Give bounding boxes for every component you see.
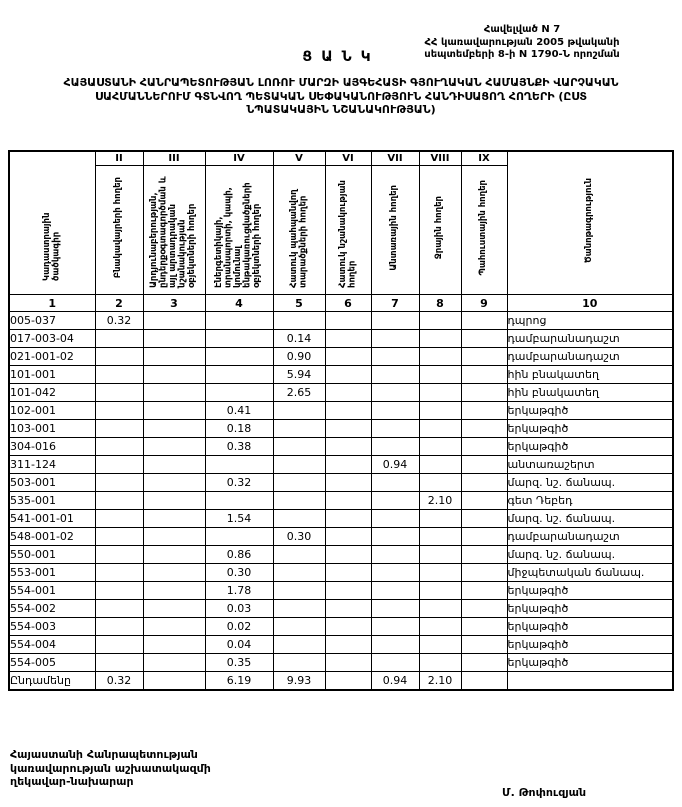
- area-value-cell: [95, 348, 143, 366]
- area-value-cell: [143, 474, 205, 492]
- note-cell: գետ Դեբեդ: [507, 492, 673, 510]
- area-value-cell: [461, 330, 507, 348]
- area-value-cell: 2.10: [419, 492, 461, 510]
- area-value-cell: [461, 654, 507, 672]
- area-value-cell: [419, 528, 461, 546]
- area-value-cell: [143, 636, 205, 654]
- area-value-cell: [371, 600, 419, 618]
- area-value-cell: [419, 366, 461, 384]
- area-value-cell: [419, 384, 461, 402]
- area-value-cell: [419, 582, 461, 600]
- area-value-cell: 0.32: [205, 474, 273, 492]
- area-value-cell: [325, 456, 371, 474]
- area-value-cell: [273, 438, 325, 456]
- note-cell: մարզ. նշ. ճանապ.: [507, 546, 673, 564]
- area-value-cell: [143, 510, 205, 528]
- area-value-cell: 0.14: [273, 330, 325, 348]
- signature-line-3: ղեկավար-նախարար: [10, 775, 134, 788]
- area-value-cell: 1.78: [205, 582, 273, 600]
- column-number-row: [9, 295, 673, 312]
- area-value-cell: [143, 492, 205, 510]
- area-value-cell: [419, 330, 461, 348]
- area-value-cell: [419, 402, 461, 420]
- area-value-cell: [461, 456, 507, 474]
- area-value-cell: [95, 366, 143, 384]
- parcel-code-cell: 021-001-02: [9, 348, 95, 366]
- header-notes: [507, 151, 673, 295]
- table-row: [9, 600, 673, 618]
- area-value-cell: [273, 564, 325, 582]
- table-row: [9, 402, 673, 420]
- area-value-cell: [461, 474, 507, 492]
- col-number-10: 10: [507, 295, 673, 312]
- area-value-cell: [325, 366, 371, 384]
- area-value-cell: [325, 672, 371, 691]
- col-numeral-III: III: [143, 151, 205, 166]
- area-value-cell: [95, 384, 143, 402]
- note-cell: երկաթգիծ: [507, 636, 673, 654]
- area-value-cell: [371, 654, 419, 672]
- parcel-code-cell: 541-001-01: [9, 510, 95, 528]
- header-special-purpose-lands: Հատուկ նշանակության հողեր: [325, 166, 371, 295]
- area-value-cell: 0.03: [205, 600, 273, 618]
- area-value-cell: [143, 384, 205, 402]
- area-value-cell: [371, 546, 419, 564]
- area-value-cell: [419, 636, 461, 654]
- table-row: [9, 420, 673, 438]
- area-value-cell: [143, 438, 205, 456]
- area-value-cell: [325, 654, 371, 672]
- col-number-9: 9: [461, 295, 507, 312]
- note-cell: երկաթգիծ: [507, 420, 673, 438]
- area-value-cell: 0.94: [371, 456, 419, 474]
- area-value-cell: [95, 564, 143, 582]
- col-number-8: 8: [419, 295, 461, 312]
- header-cadastral-code-label: Կադաստրային ծածկագիր: [41, 212, 62, 281]
- annex-line-3: սեպտեմբերի 8-ի N 1790-Ն որոշման: [424, 49, 620, 60]
- area-value-cell: 0.41: [205, 402, 273, 420]
- document-title: ՑԱՆԿ: [302, 49, 380, 65]
- area-value-cell: [419, 312, 461, 330]
- area-value-cell: [143, 402, 205, 420]
- area-value-cell: [95, 438, 143, 456]
- parcel-code-cell: 102-001: [9, 402, 95, 420]
- table-row: [9, 636, 673, 654]
- area-value-cell: 0.04: [205, 636, 273, 654]
- area-value-cell: [95, 528, 143, 546]
- area-value-cell: [461, 600, 507, 618]
- col-number-4: 4: [205, 295, 273, 312]
- signature-line-2: կառավարության աշխատակազմի: [10, 761, 211, 775]
- table-row: [9, 438, 673, 456]
- area-value-cell: [143, 546, 205, 564]
- parcel-code-cell: 553-001: [9, 564, 95, 582]
- area-value-cell: [419, 474, 461, 492]
- area-value-cell: 1.54: [205, 510, 273, 528]
- area-value-cell: [143, 366, 205, 384]
- area-value-cell: [95, 420, 143, 438]
- header-reserve-lands: Պահուստային հողեր: [461, 166, 507, 295]
- area-value-cell: [419, 546, 461, 564]
- area-value-cell: [371, 474, 419, 492]
- area-value-cell: [95, 618, 143, 636]
- parcel-code-cell: 017-003-04: [9, 330, 95, 348]
- area-value-cell: [419, 564, 461, 582]
- area-value-cell: [143, 654, 205, 672]
- header-forest-lands: Անտառային հողեր: [371, 166, 419, 295]
- area-value-cell: [371, 618, 419, 636]
- area-value-cell: [325, 474, 371, 492]
- annex-line-2: ՀՀ կառավարության 2005 թվականի: [424, 36, 620, 48]
- col-numeral-IX: IX: [461, 151, 507, 166]
- area-value-cell: [325, 402, 371, 420]
- area-value-cell: [461, 618, 507, 636]
- area-value-cell: [143, 456, 205, 474]
- subtitle-line-1: ՀԱՅԱՍՏԱՆԻ ՀԱՆՐԱՊԵՏՈՒԹՅԱՆ ԼՈՌՈՒ ՄԱՐԶԻ ԱՅԳԵՀԱՏԻ ԳՅՈՒՂԱԿԱՆ ՀԱՄԱՅՆՔԻ ՎԱՐՉԱԿԱՆ: [63, 76, 619, 89]
- area-value-cell: [419, 456, 461, 474]
- area-value-cell: 2.65: [273, 384, 325, 402]
- area-value-cell: [273, 402, 325, 420]
- area-value-cell: [95, 492, 143, 510]
- roman-numeral-row: [9, 151, 673, 166]
- parcel-code-cell: 554-002: [9, 600, 95, 618]
- area-value-cell: [371, 438, 419, 456]
- header-industrial-lands: Արդյունաբերության, ընդերքօգտագործման և այլ արտադրական նշանակության օբյեկտների հողեր: [143, 166, 205, 295]
- area-value-cell: [325, 546, 371, 564]
- area-value-cell: [325, 492, 371, 510]
- area-value-cell: [419, 510, 461, 528]
- area-value-cell: [95, 510, 143, 528]
- area-value-cell: [371, 510, 419, 528]
- signature-line-1: Հայաստանի Հանրապետության: [10, 748, 198, 761]
- note-cell: միջպետական ճանապ.: [507, 564, 673, 582]
- header-cadastral-code: [9, 151, 95, 295]
- table-row: [9, 582, 673, 600]
- area-value-cell: [371, 402, 419, 420]
- area-value-cell: [325, 510, 371, 528]
- area-value-cell: [461, 366, 507, 384]
- note-cell: [507, 672, 673, 691]
- area-value-cell: [325, 348, 371, 366]
- area-value-cell: 0.86: [205, 546, 273, 564]
- subtitle-line-3: ՆՊԱՏԱԿԱՅԻՆ ՆՇԱՆԱԿՈՒԹՅԱՆ): [246, 103, 436, 116]
- area-value-cell: [143, 528, 205, 546]
- parcel-code-cell: 548-001-02: [9, 528, 95, 546]
- area-value-cell: [205, 348, 273, 366]
- area-value-cell: [95, 474, 143, 492]
- header-notes-label: Ծանոթագրություն: [584, 178, 594, 264]
- area-value-cell: [143, 564, 205, 582]
- table-row: [9, 384, 673, 402]
- area-value-cell: [371, 312, 419, 330]
- col-numeral-V: V: [273, 151, 325, 166]
- area-value-cell: [205, 312, 273, 330]
- table-row: [9, 510, 673, 528]
- area-value-cell: [273, 312, 325, 330]
- area-value-cell: [143, 330, 205, 348]
- area-value-cell: [273, 636, 325, 654]
- note-cell: դամբարանադաշտ: [507, 348, 673, 366]
- area-value-cell: [371, 564, 419, 582]
- land-parcels-table: [8, 150, 674, 691]
- area-value-cell: [273, 510, 325, 528]
- area-value-cell: [325, 564, 371, 582]
- area-value-cell: [461, 672, 507, 691]
- parcel-code-cell: Ընդամենը: [9, 672, 95, 691]
- note-cell: մարզ. նշ. ճանապ.: [507, 474, 673, 492]
- parcel-code-cell: 101-042: [9, 384, 95, 402]
- area-value-cell: [371, 528, 419, 546]
- area-value-cell: [419, 420, 461, 438]
- area-value-cell: 0.90: [273, 348, 325, 366]
- area-value-cell: [273, 654, 325, 672]
- area-value-cell: [461, 438, 507, 456]
- parcel-code-cell: 304-016: [9, 438, 95, 456]
- area-value-cell: 6.19: [205, 672, 273, 691]
- parcel-code-cell: 101-001: [9, 366, 95, 384]
- area-value-cell: [461, 420, 507, 438]
- table-row: [9, 528, 673, 546]
- area-value-cell: [419, 600, 461, 618]
- table-row: [9, 330, 673, 348]
- area-value-cell: [325, 420, 371, 438]
- note-cell: դամբարանադաշտ: [507, 528, 673, 546]
- area-value-cell: [461, 492, 507, 510]
- table-row: [9, 312, 673, 330]
- col-number-1: 1: [9, 295, 95, 312]
- area-value-cell: [205, 456, 273, 474]
- table-row: [9, 366, 673, 384]
- area-value-cell: 0.32: [95, 672, 143, 691]
- parcel-code-cell: 554-005: [9, 654, 95, 672]
- area-value-cell: [371, 582, 419, 600]
- parcel-code-cell: 554-004: [9, 636, 95, 654]
- area-value-cell: [325, 528, 371, 546]
- area-value-cell: [371, 420, 419, 438]
- header-energy-transport-lands: Էներգետիկայի, տրանսպորտի, կապի, կոմունալ ենթակառուցվածքների օբյեկտների հողեր: [205, 166, 273, 295]
- table-row: [9, 492, 673, 510]
- note-cell: դամբարանադաշտ: [507, 330, 673, 348]
- document-subtitle: [20, 76, 662, 117]
- area-value-cell: [419, 654, 461, 672]
- area-value-cell: 0.30: [273, 528, 325, 546]
- area-value-cell: 2.10: [419, 672, 461, 691]
- table-row: [9, 654, 673, 672]
- area-value-cell: [461, 564, 507, 582]
- table-row: [9, 564, 673, 582]
- note-cell: մարզ. նշ. ճանապ.: [507, 510, 673, 528]
- area-value-cell: [143, 618, 205, 636]
- area-value-cell: [95, 600, 143, 618]
- area-value-cell: [273, 546, 325, 564]
- area-value-cell: [419, 348, 461, 366]
- col-numeral-II: II: [95, 151, 143, 166]
- col-number-6: 6: [325, 295, 371, 312]
- area-value-cell: [95, 636, 143, 654]
- area-value-cell: [371, 366, 419, 384]
- area-value-cell: 0.02: [205, 618, 273, 636]
- area-value-cell: [273, 492, 325, 510]
- area-value-cell: 9.93: [273, 672, 325, 691]
- note-cell: երկաթգիծ: [507, 600, 673, 618]
- area-value-cell: [371, 330, 419, 348]
- note-cell: հին բնակատեղ: [507, 366, 673, 384]
- area-value-cell: 0.94: [371, 672, 419, 691]
- header-residential-lands: Բնակավայրերի հողեր: [95, 166, 143, 295]
- header-protected-lands: Հատուկ պահպանվող տարածքների հողեր: [273, 166, 325, 295]
- area-value-cell: [143, 582, 205, 600]
- area-value-cell: 5.94: [273, 366, 325, 384]
- area-value-cell: [325, 312, 371, 330]
- area-value-cell: [205, 366, 273, 384]
- table-row: [9, 474, 673, 492]
- subtitle-line-2: ՍԱՀՄԱՆՆԵՐՈՒՄ ԳՏՆՎՈՂ ՊԵՏԱԿԱՆ ՍԵՓԱԿԱՆՈՒԹՅՈՒՆ ՀԱՆԴԻՍԱՑՈՂ ՀՈՂԵՐԻ (ԸՍՏ: [95, 89, 587, 103]
- area-value-cell: [461, 384, 507, 402]
- parcel-code-cell: 103-001: [9, 420, 95, 438]
- parcel-code-cell: 550-001: [9, 546, 95, 564]
- area-value-cell: [325, 330, 371, 348]
- area-value-cell: [325, 384, 371, 402]
- area-value-cell: [371, 492, 419, 510]
- area-value-cell: [419, 438, 461, 456]
- col-numeral-VII: VII: [371, 151, 419, 166]
- col-number-5: 5: [273, 295, 325, 312]
- area-value-cell: 0.35: [205, 654, 273, 672]
- area-value-cell: [461, 510, 507, 528]
- area-value-cell: [273, 600, 325, 618]
- signature-block: [10, 748, 211, 789]
- area-value-cell: [419, 618, 461, 636]
- area-value-cell: [95, 456, 143, 474]
- area-value-cell: [143, 420, 205, 438]
- area-value-cell: [205, 528, 273, 546]
- area-value-cell: [371, 348, 419, 366]
- area-value-cell: [95, 546, 143, 564]
- area-value-cell: [273, 456, 325, 474]
- area-value-cell: [325, 618, 371, 636]
- area-value-cell: [461, 582, 507, 600]
- parcel-code-cell: 005-037: [9, 312, 95, 330]
- area-value-cell: [461, 528, 507, 546]
- area-value-cell: [143, 672, 205, 691]
- area-value-cell: [273, 582, 325, 600]
- area-value-cell: [461, 348, 507, 366]
- note-cell: երկաթգիծ: [507, 654, 673, 672]
- area-value-cell: [461, 402, 507, 420]
- area-value-cell: [325, 600, 371, 618]
- total-row: [9, 672, 673, 691]
- note-cell: երկաթգիծ: [507, 438, 673, 456]
- col-numeral-IV: IV: [205, 151, 273, 166]
- note-cell: երկաթգիծ: [507, 582, 673, 600]
- area-value-cell: 0.18: [205, 420, 273, 438]
- area-value-cell: [273, 474, 325, 492]
- table-row: [9, 456, 673, 474]
- area-value-cell: [95, 654, 143, 672]
- note-cell: հին բնակատեղ: [507, 384, 673, 402]
- col-number-3: 3: [143, 295, 205, 312]
- area-value-cell: [205, 384, 273, 402]
- col-number-2: 2: [95, 295, 143, 312]
- parcel-code-cell: 554-001: [9, 582, 95, 600]
- annex-line-1: Հավելված N 7: [483, 24, 561, 35]
- note-cell: երկաթգիծ: [507, 618, 673, 636]
- area-value-cell: [325, 636, 371, 654]
- area-value-cell: [205, 330, 273, 348]
- area-value-cell: [273, 618, 325, 636]
- area-value-cell: 0.38: [205, 438, 273, 456]
- parcel-code-cell: 554-003: [9, 618, 95, 636]
- area-value-cell: [461, 312, 507, 330]
- table-row: [9, 348, 673, 366]
- table-row: [9, 618, 673, 636]
- area-value-cell: 0.32: [95, 312, 143, 330]
- col-number-7: 7: [371, 295, 419, 312]
- table-row: [9, 546, 673, 564]
- area-value-cell: [371, 384, 419, 402]
- parcel-code-cell: 503-001: [9, 474, 95, 492]
- header-water-lands: Ջրային հողեր: [419, 166, 461, 295]
- area-value-cell: [461, 546, 507, 564]
- area-value-cell: [325, 438, 371, 456]
- area-value-cell: [95, 330, 143, 348]
- note-cell: երկաթգիծ: [507, 402, 673, 420]
- area-value-cell: [143, 348, 205, 366]
- area-value-cell: [205, 492, 273, 510]
- note-cell: դպրոց: [507, 312, 673, 330]
- area-value-cell: [273, 420, 325, 438]
- parcel-code-cell: 311-124: [9, 456, 95, 474]
- parcel-code-cell: 535-001: [9, 492, 95, 510]
- area-value-cell: [95, 582, 143, 600]
- area-value-cell: [371, 636, 419, 654]
- area-value-cell: [143, 600, 205, 618]
- note-cell: անտառաշերտ: [507, 456, 673, 474]
- area-value-cell: [95, 402, 143, 420]
- area-value-cell: 0.30: [205, 564, 273, 582]
- area-value-cell: [325, 582, 371, 600]
- area-value-cell: [143, 312, 205, 330]
- signatory-name: Մ. Թոփուզյան: [502, 786, 587, 799]
- col-numeral-VI: VI: [325, 151, 371, 166]
- area-value-cell: [461, 636, 507, 654]
- col-numeral-VIII: VIII: [419, 151, 461, 166]
